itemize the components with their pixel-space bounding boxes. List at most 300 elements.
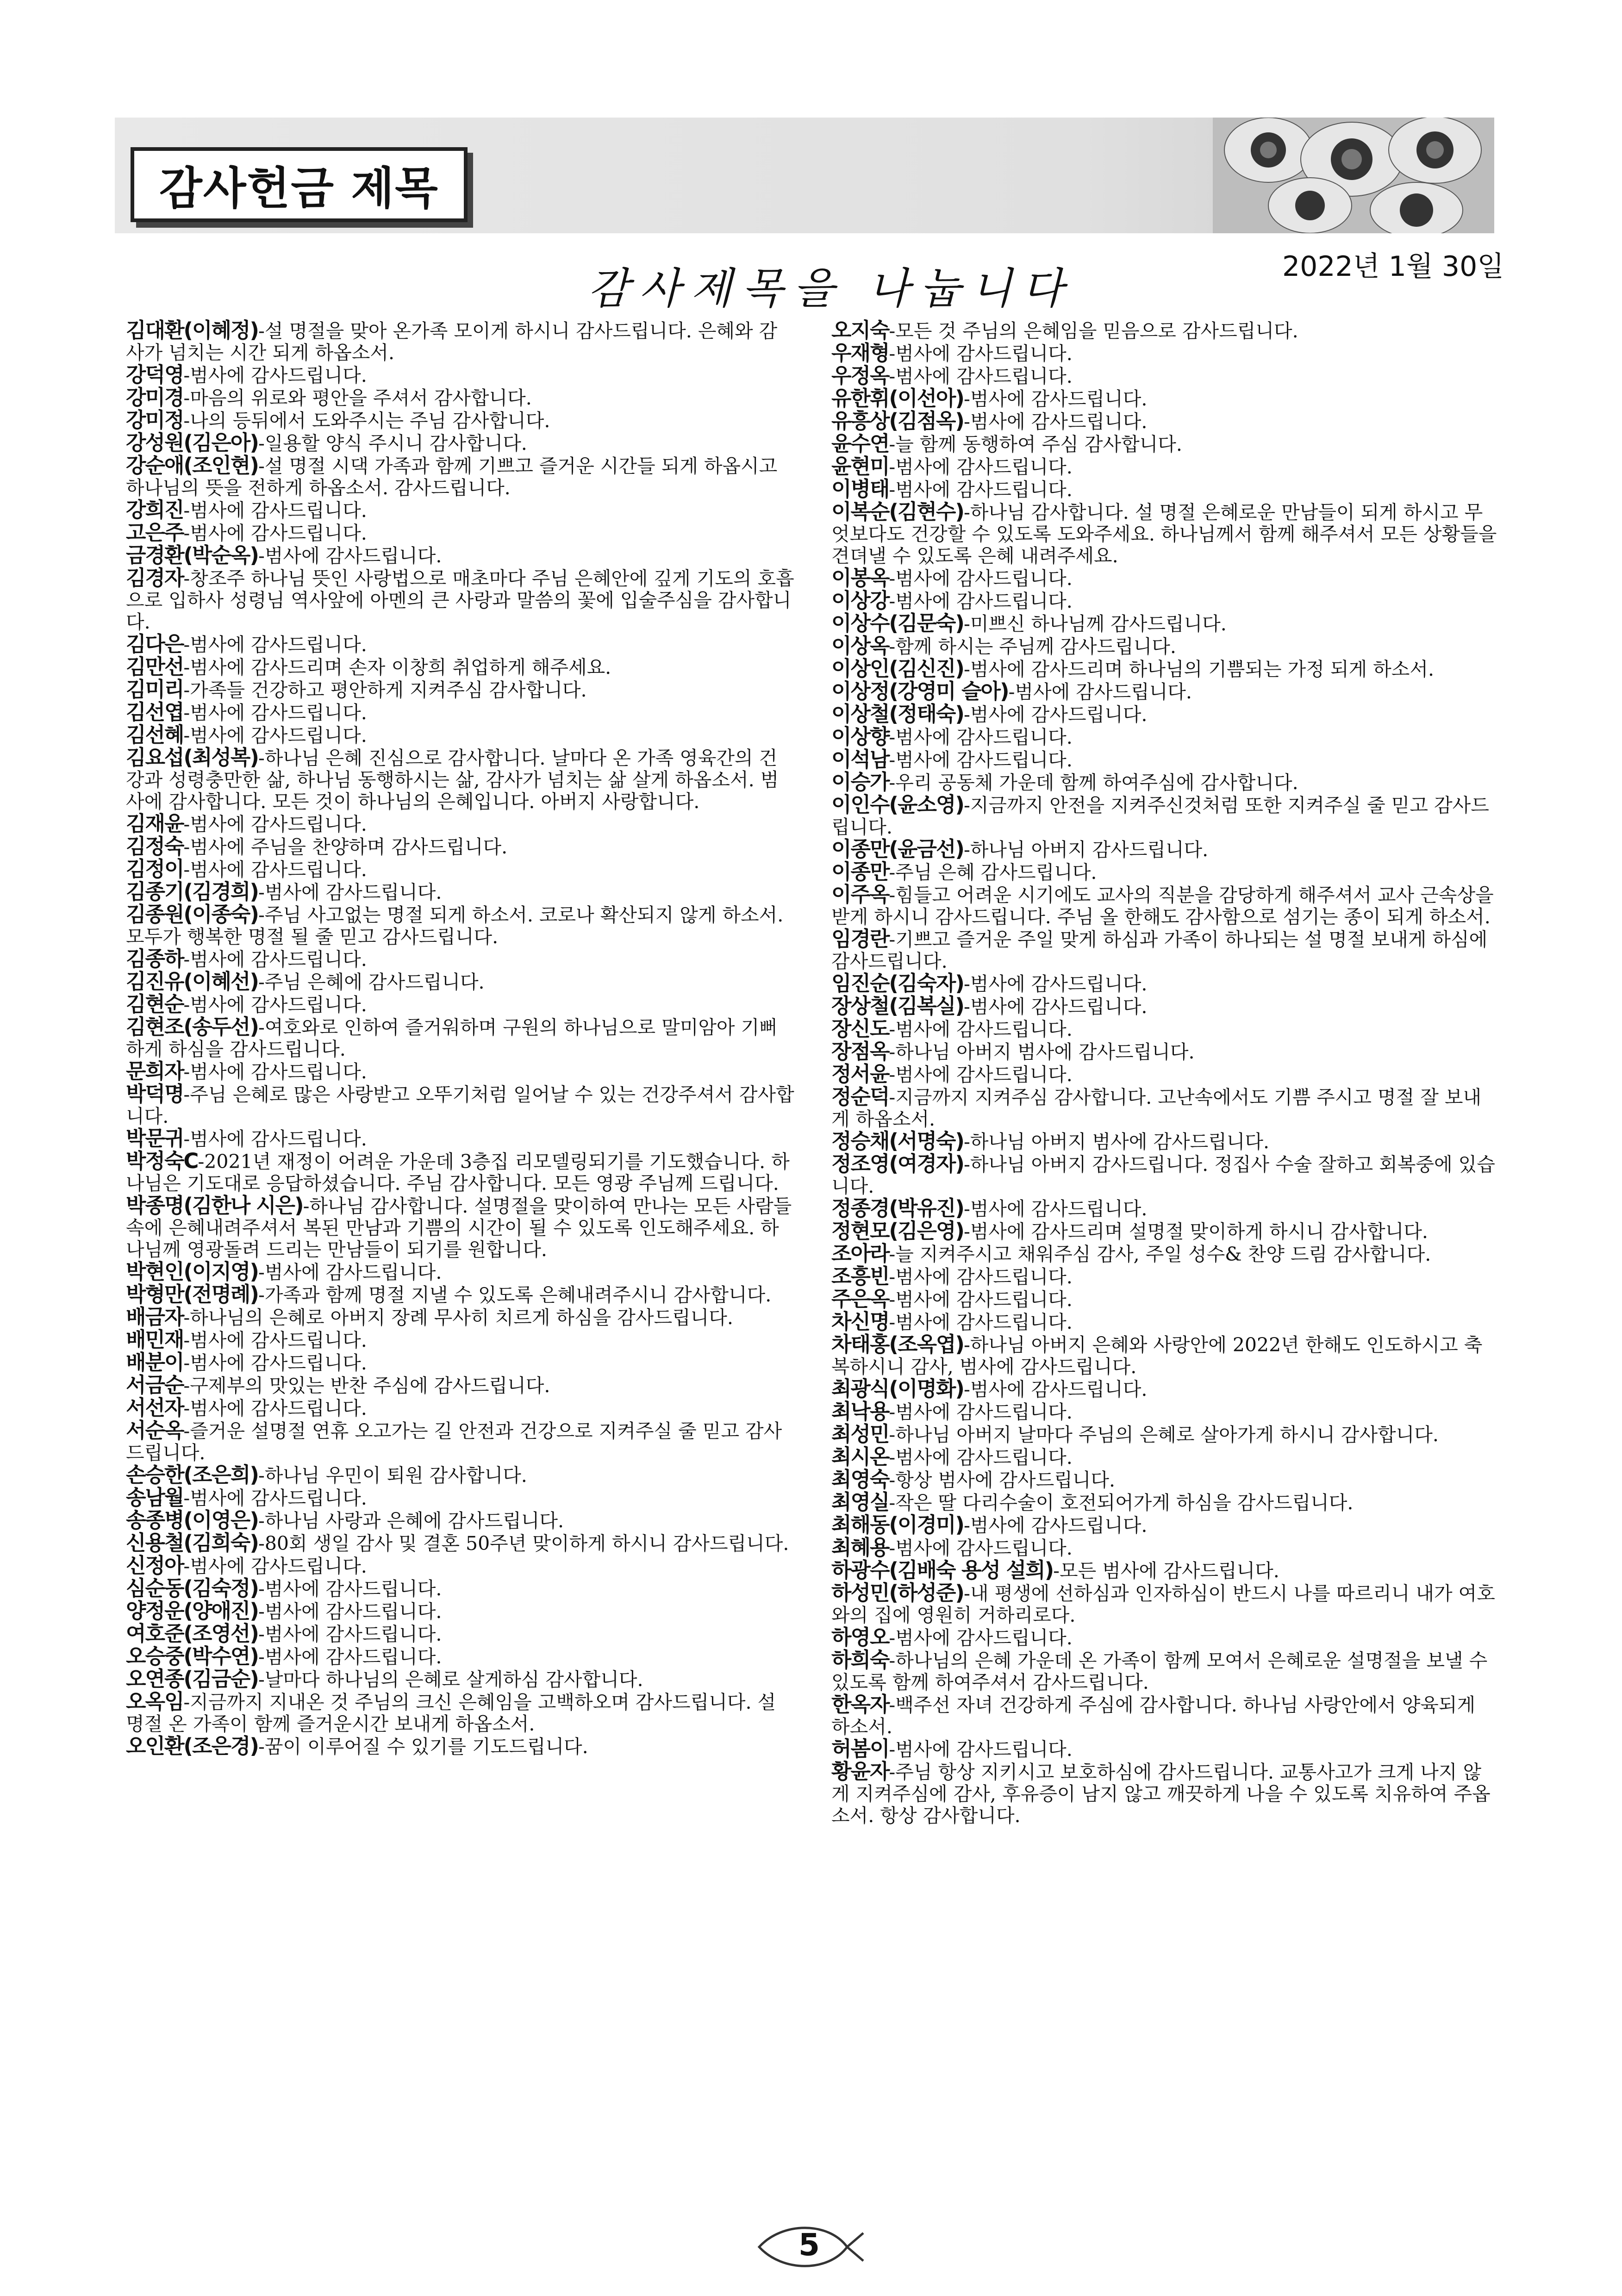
entry-separator: - — [889, 479, 896, 501]
entry-text: 범사에 감사드립니다. — [895, 590, 1073, 612]
entry-separator: - — [183, 1375, 190, 1397]
entry-text: 범사에 감사드립니다. — [895, 479, 1073, 501]
thanks-entry — [126, 656, 795, 678]
entry-name: 최시온 — [831, 1444, 889, 1469]
thanks-entry — [831, 1220, 1498, 1243]
entry-name: 김만선 — [126, 654, 184, 679]
thanks-entry — [126, 678, 795, 701]
entry-name: 우정옥 — [831, 363, 889, 388]
subtitle: 감사제목을 나눕니다 — [588, 264, 1074, 313]
entry-name: 이상인(김신진) — [831, 656, 964, 681]
entry-text: 작은 딸 다리수술이 호전되어가게 하심을 감사드립니다. — [895, 1492, 1354, 1514]
entry-separator: - — [889, 772, 896, 794]
thanks-entry — [126, 747, 795, 813]
thanks-entry — [831, 387, 1498, 410]
entry-name: 이인수(윤소영) — [831, 792, 964, 817]
entry-text: 지금까지 지내온 것 주님의 크신 은혜임을 고백하오며 감사드립니다. 설 명절 온 가족이 함께 즐거운시간 보내게 하옵소서. — [126, 1691, 776, 1735]
entry-separator: - — [183, 656, 190, 678]
entry-name: 김선혜 — [126, 722, 184, 747]
entry-text: 범사에 감사드리며 설명절 맞이하게 하시니 감사합니다. — [970, 1220, 1428, 1243]
entry-text: 범사에 감사드립니다. — [895, 1401, 1073, 1423]
thanks-entry — [831, 771, 1498, 794]
entry-name: 김미리 — [126, 677, 184, 702]
entry-name: 하광수(김배숙 용성 설희) — [831, 1558, 1054, 1582]
entry-name: 신용철(김희숙) — [126, 1531, 258, 1555]
entry-separator: - — [889, 1761, 896, 1783]
entry-text: 하나님 사랑과 은혜에 감사드립니다. — [264, 1510, 564, 1532]
entry-separator: - — [258, 1600, 265, 1623]
thanks-entry — [126, 1600, 795, 1623]
entry-name: 김종하 — [126, 946, 184, 971]
entry-name: 조아라 — [831, 1241, 889, 1266]
entry-text: 범사에 감사드립니다. — [1015, 681, 1192, 703]
entry-name: 정조영(여경자) — [831, 1151, 964, 1176]
thanks-entry — [126, 364, 795, 386]
entry-name: 강미경 — [126, 385, 184, 410]
thanks-entry — [126, 948, 795, 971]
thanks-entry — [831, 884, 1498, 928]
thanks-entry — [831, 1649, 1498, 1693]
entry-text: 범사에 감사드립니다. — [190, 1555, 367, 1577]
thanks-entry — [831, 1468, 1498, 1491]
entry-separator: - — [258, 1261, 265, 1283]
entry-separator: - — [889, 749, 896, 771]
entry-separator: - — [889, 1266, 896, 1288]
entry-separator: - — [889, 1694, 896, 1716]
entry-name: 한옥자 — [831, 1692, 889, 1717]
thanks-entry — [831, 1288, 1498, 1311]
entry-text: 범사에 감사드립니다. — [970, 996, 1148, 1018]
entry-text: 범사에 감사드립니다. — [190, 1128, 367, 1150]
entry-name: 최낙용 — [831, 1399, 889, 1424]
entry-separator: - — [963, 703, 970, 726]
entry-separator: - — [258, 545, 265, 567]
thanks-entry — [831, 1153, 1498, 1197]
entry-separator: - — [183, 994, 190, 1016]
entry-name: 손승한(조은희) — [126, 1462, 258, 1487]
entry-separator: - — [889, 1446, 896, 1468]
thanks-entry — [831, 410, 1498, 433]
entry-name: 최해동(이경미) — [831, 1512, 964, 1537]
entry-text: 범사에 감사드립니다. — [190, 1352, 367, 1374]
entry-text: 하나님 아버지 날마다 주님의 은혜로 살아가게 하시니 감사합니다. — [895, 1424, 1439, 1446]
entry-separator: - — [258, 971, 265, 993]
entry-name: 최성민 — [831, 1422, 889, 1446]
entry-separator: - — [889, 884, 896, 906]
entry-name: 윤현미 — [831, 454, 889, 479]
entry-separator: - — [198, 1151, 205, 1173]
entry-name: 이상철(정태숙) — [831, 702, 964, 726]
thanks-entry — [126, 522, 795, 544]
entry-text: 우리 공동체 가운데 함께 하여주심에 감사합니다. — [895, 772, 1298, 794]
entry-separator: - — [258, 881, 265, 903]
entry-name: 여호준(조영선) — [126, 1621, 258, 1646]
thanks-entry — [831, 1333, 1498, 1378]
thanks-entry — [831, 794, 1498, 838]
entry-separator: - — [889, 1469, 896, 1491]
entry-separator: - — [258, 1284, 265, 1306]
entry-name: 정승채(서명숙) — [831, 1129, 964, 1153]
thanks-entry — [126, 432, 795, 454]
entry-text: 범사에 감사드립니다. — [895, 567, 1073, 590]
entry-separator: - — [258, 320, 265, 342]
entry-name: 금경환(박순옥) — [126, 543, 258, 567]
entry-separator: - — [183, 1083, 190, 1106]
entry-separator: - — [183, 836, 190, 858]
entry-name: 정서윤 — [831, 1062, 889, 1086]
entry-separator: - — [258, 904, 265, 926]
thanks-entry — [126, 386, 795, 409]
entry-name: 김선엽 — [126, 700, 184, 724]
entry-name: 이상수(김문숙) — [831, 611, 964, 635]
entry-name: 임진순(김숙자) — [831, 971, 964, 996]
entry-separator: - — [183, 1691, 190, 1713]
thanks-entry — [126, 1127, 795, 1150]
entry-name: 이봉옥 — [831, 566, 889, 590]
entry-text: 여호와로 인하여 즐거워하며 구원의 하나님으로 말미암아 기뻐하게 하심을 감사드립니다. — [126, 1016, 778, 1060]
entry-text: 범사에 감사드립니다. — [970, 1378, 1148, 1400]
thanks-entry — [126, 1016, 795, 1060]
entry-text: 구제부의 맛있는 반찬 주심에 감사드립니다. — [190, 1375, 550, 1397]
entry-name: 강희진 — [126, 498, 184, 522]
thanks-entry — [831, 1559, 1498, 1582]
thanks-entry — [831, 1693, 1498, 1738]
entry-text: 범사에 감사드립니다. — [190, 813, 367, 835]
entry-text: 날마다 하나님의 은혜로 살게하심 감사합니다. — [264, 1668, 643, 1691]
entry-text: 모든 범사에 감사드립니다. — [1060, 1560, 1279, 1582]
entry-name: 최광식(이명화) — [831, 1376, 964, 1401]
entry-separator: - — [183, 1329, 190, 1351]
entry-text: 범사에 감사드립니다. — [190, 634, 367, 656]
entry-separator: - — [963, 794, 970, 816]
entry-separator: - — [963, 1153, 970, 1176]
thanks-entry — [831, 1491, 1498, 1514]
entry-separator: - — [183, 1307, 190, 1329]
entry-name: 박형만(전명례) — [126, 1282, 258, 1307]
entry-name: 하성민(하성준) — [831, 1580, 964, 1605]
entry-text: 범사에 감사드립니다. — [264, 1578, 442, 1600]
sunflower-photo-icon — [1213, 118, 1494, 233]
entry-separator: - — [258, 1016, 265, 1039]
entry-name: 임경란 — [831, 927, 889, 951]
entry-separator: - — [889, 1627, 896, 1649]
entry-separator: - — [183, 813, 190, 835]
entry-name: 김다은 — [126, 632, 184, 656]
entry-text: 범사에 감사드립니다. — [190, 702, 367, 724]
entry-name: 문희자 — [126, 1059, 184, 1083]
thanks-entry — [126, 499, 795, 522]
entry-name: 김요섭(최성복) — [126, 745, 258, 770]
entry-separator: - — [889, 433, 896, 455]
entry-text: 범사에 감사드리며 손자 이창희 취업하게 해주세요. — [190, 656, 611, 678]
thanks-entry — [831, 1423, 1498, 1446]
entry-text: 하나님 아버지 은혜와 사랑안에 2022년 한해도 인도하시고 축복하시니 감사, 범사에 감사드립니다. — [831, 1334, 1483, 1378]
thanks-entry — [126, 1397, 795, 1419]
entry-text: 범사에 감사드립니다. — [895, 1018, 1073, 1040]
entry-separator: - — [258, 1623, 265, 1645]
entry-name: 배금자 — [126, 1305, 184, 1329]
thanks-entry — [126, 1555, 795, 1577]
entry-name: 이복순(김현수) — [831, 499, 964, 524]
entry-text: 하나님 우민이 퇴원 감사합니다. — [264, 1464, 527, 1487]
entry-separator: - — [183, 1128, 190, 1150]
thanks-entry — [126, 1509, 795, 1532]
entry-name: 유흥상(김점옥) — [831, 409, 964, 433]
entry-separator: - — [183, 1420, 190, 1442]
entry-name: 이병태 — [831, 477, 889, 501]
entry-separator: - — [889, 928, 896, 951]
entry-name: 강덕영 — [126, 362, 184, 387]
entry-text: 주님 은혜 감사드립니다. — [895, 861, 1097, 884]
entry-separator: - — [258, 1510, 265, 1532]
entry-text: 범사에 감사드립니다. — [190, 364, 367, 386]
entry-text: 내 평생에 선하심과 인자하심이 반드시 나를 따르리니 내가 여호와의 집에 영원히 거하리로다. — [831, 1582, 1495, 1626]
thanks-entry — [126, 1623, 795, 1645]
entry-text: 범사에 감사드립니다. — [970, 1198, 1148, 1220]
entry-name: 우재형 — [831, 341, 889, 365]
entry-text: 설 명절 시댁 가족과 함께 기쁘고 즐거운 시간들 되게 하옵시고 하나님의 뜻을 전하게 하옵소서. 감사드립니다. — [126, 455, 778, 499]
entry-name: 강성원(김은아) — [126, 430, 258, 455]
right-column — [831, 319, 1498, 1827]
entry-separator: - — [963, 1514, 970, 1537]
entry-name: 최영숙 — [831, 1467, 889, 1492]
entry-separator: - — [258, 432, 265, 454]
thanks-entry — [126, 724, 795, 747]
entry-name: 이승가 — [831, 770, 889, 794]
entry-name: 심순동(김숙정) — [126, 1576, 258, 1600]
entry-name: 허봄이 — [831, 1736, 889, 1761]
entry-name: 서금순 — [126, 1373, 184, 1397]
thanks-entry — [831, 1761, 1498, 1827]
entry-separator: - — [258, 1668, 265, 1691]
entry-separator: - — [963, 1198, 970, 1220]
entry-separator: - — [963, 388, 970, 410]
entry-text: 범사에 감사드립니다. — [264, 881, 442, 903]
entry-text: 2021년 재정이 어려운 가운데 3층집 리모델링되기를 기도했습니다. 하나님은 기도대로 응답하셨습니다. 주님 감사합니다. 모든 영광 주님께 드립니다. — [126, 1151, 790, 1195]
entry-separator: - — [963, 1582, 970, 1605]
entry-text: 범사에 감사드립니다. — [190, 1397, 367, 1419]
page-title: 감사헌금 제목 — [131, 147, 468, 222]
entry-text: 범사에 감사드립니다. — [970, 411, 1148, 433]
thanks-entry — [831, 680, 1498, 703]
entry-name: 김현조(송두선) — [126, 1014, 258, 1039]
thanks-entry — [831, 1063, 1498, 1086]
entry-separator: - — [963, 1378, 970, 1400]
entry-text: 범사에 감사드립니다. — [190, 1061, 367, 1083]
entry-name: 이석남 — [831, 747, 889, 772]
entry-text: 가족들 건강하고 평안하게 지켜주심 감사합니다. — [190, 679, 587, 701]
entry-text: 주님 은혜에 감사드립니다. — [264, 971, 485, 993]
thanks-entry — [831, 342, 1498, 365]
entry-text: 범사에 감사드립니다. — [895, 1064, 1073, 1086]
thanks-entry — [126, 1691, 795, 1735]
entry-separator: - — [183, 522, 190, 544]
entry-name: 하희숙 — [831, 1648, 889, 1672]
thanks-entry — [831, 1243, 1498, 1265]
thanks-entry — [126, 1668, 795, 1691]
thanks-entry — [831, 1514, 1498, 1537]
entry-separator: - — [183, 1352, 190, 1374]
thanks-entry — [831, 928, 1498, 972]
thanks-entry — [126, 813, 795, 835]
thanks-entry — [126, 454, 795, 499]
thanks-entry — [831, 1626, 1498, 1649]
entry-separator: - — [889, 1086, 896, 1108]
entry-name: 주은옥 — [831, 1287, 889, 1311]
entry-text: 하나님 은혜 진심으로 감사합니다. 날마다 온 가족 영육간의 건강과 성령충만한 삶, 하나님 동행하시는 삶, 감사가 넘치는 삶 살게 하옵소서. 범사에 감사합니다. 모든 것이 하나님의 은혜입니다. 아버지 사랑합니다. — [126, 747, 779, 813]
entry-text: 범사에 감사드립니다. — [190, 522, 367, 544]
thanks-entry — [831, 501, 1498, 567]
thanks-entry — [126, 1374, 795, 1397]
entry-separator: - — [183, 859, 190, 881]
entry-text: 범사에 감사드립니다. — [190, 948, 367, 971]
entry-separator: - — [963, 613, 970, 635]
entry-separator: - — [183, 679, 190, 701]
entry-separator: - — [183, 702, 190, 724]
thanks-entry — [126, 993, 795, 1016]
entry-name: 오인환(조은경) — [126, 1734, 258, 1758]
entry-text: 범사에 감사드립니다. — [895, 456, 1073, 478]
entry-text: 범사에 감사드립니다. — [895, 1537, 1073, 1559]
entry-text: 미쁘신 하나님께 감사드립니다. — [970, 613, 1227, 635]
entry-text: 범사에 감사드립니다. — [264, 1623, 442, 1645]
entry-separator: - — [183, 410, 190, 432]
thanks-entry — [126, 903, 795, 948]
entry-name: 신정아 — [126, 1553, 184, 1578]
entry-name: 배분이 — [126, 1350, 184, 1375]
entry-name: 최영실 — [831, 1490, 889, 1514]
entry-text: 힘들고 어려운 시기에도 교사의 직분을 감당하게 해주셔서 교사 근속상을 받게 하시니 감사드립니다. 주님 올 한해도 감사함으로 섬기는 종이 되게 하소서. — [831, 884, 1494, 928]
entry-separator: - — [258, 455, 265, 477]
thanks-entry — [831, 635, 1498, 658]
entry-text: 범사에 감사드립니다. — [970, 973, 1148, 995]
entry-separator: - — [183, 387, 190, 409]
thanks-entry — [831, 995, 1498, 1018]
entry-text: 기쁘고 즐거운 주일 맞게 하심과 가족이 하나되는 설 명절 보내게 하심에 감사드립니다. — [831, 928, 1488, 972]
entry-separator: - — [963, 501, 970, 523]
entry-text: 범사에 감사드립니다. — [190, 994, 367, 1016]
entry-separator: - — [258, 1532, 265, 1555]
entry-text: 주님 은혜로 많은 사랑받고 오뚜기처럼 일어날 수 있는 건강주셔서 감사합니다. — [126, 1083, 794, 1127]
entry-separator: - — [889, 1424, 896, 1446]
entry-separator: - — [183, 634, 190, 656]
thanks-entry — [831, 567, 1498, 590]
entry-name: 김재윤 — [126, 811, 184, 836]
entry-separator: - — [963, 1131, 970, 1153]
entry-text: 하나님 아버지 범사에 감사드립니다. — [895, 1041, 1195, 1063]
entry-separator: - — [963, 839, 970, 861]
thanks-entry — [126, 1261, 795, 1283]
thanks-entry — [126, 1150, 795, 1195]
entry-name: 황윤자 — [831, 1759, 889, 1784]
entry-text: 범사에 감사드리며 하나님의 기쁨되는 가정 되게 하소서. — [970, 658, 1434, 680]
entry-name: 박문귀 — [126, 1126, 184, 1151]
entry-name: 오승중(박수연) — [126, 1644, 258, 1668]
entry-name: 이상정(강영미 슬아) — [831, 679, 1009, 703]
entry-name: 정현모(김은영) — [831, 1219, 964, 1243]
entry-name: 차태홍(조옥엽) — [831, 1332, 964, 1356]
entry-name: 윤수연 — [831, 431, 889, 456]
entry-name: 서순옥 — [126, 1418, 184, 1443]
thanks-entry — [126, 1487, 795, 1509]
entry-name: 이종만 — [831, 859, 889, 884]
thanks-entry — [831, 365, 1498, 387]
entry-text: 범사에 감사드립니다. — [190, 724, 367, 747]
entry-separator: - — [183, 1555, 190, 1577]
entry-separator: - — [889, 1041, 896, 1063]
entry-separator: - — [889, 1018, 896, 1040]
entry-name: 이상강 — [831, 588, 889, 613]
entry-text: 범사에 감사드립니다. — [895, 1311, 1073, 1333]
entry-name: 정순덕 — [831, 1084, 889, 1109]
thanks-entry — [831, 1086, 1498, 1130]
entry-name: 김종원(이종숙) — [126, 902, 258, 927]
entry-separator: - — [889, 1311, 896, 1333]
entry-name: 오지숙 — [831, 318, 889, 342]
entry-separator: - — [889, 320, 896, 342]
entry-name: 이종만(윤금선) — [831, 837, 964, 861]
thanks-entry — [831, 590, 1498, 612]
entry-separator: - — [889, 861, 896, 884]
thanks-entry — [831, 1537, 1498, 1559]
entry-separator: - — [1008, 681, 1015, 703]
entry-separator: - — [183, 1487, 190, 1509]
entry-separator: - — [258, 1646, 265, 1668]
thanks-entry — [831, 455, 1498, 478]
entry-text: 일용할 양식 주시니 감사합니다. — [264, 432, 527, 454]
thanks-entry — [126, 1351, 795, 1374]
entry-text: 마음의 위로와 평안을 주셔서 감사합니다. — [190, 387, 532, 409]
thanks-entry — [126, 1060, 795, 1083]
entry-separator: - — [963, 658, 970, 680]
thanks-entry — [831, 726, 1498, 748]
entry-separator: - — [1053, 1560, 1060, 1582]
entry-name: 오옥임 — [126, 1689, 184, 1714]
entry-text: 설 명절을 맞아 온가족 모이게 하시니 감사드립니다. 은혜와 감사가 넘치는 시간 되게 하옵소서. — [126, 320, 778, 364]
entry-name: 하영오 — [831, 1625, 889, 1649]
entry-separator: - — [889, 1492, 896, 1514]
entry-name: 김정이 — [126, 857, 184, 881]
entry-text: 즐거운 설명절 연휴 오고가는 길 안전과 건강으로 지켜주실 줄 믿고 감사드립니다. — [126, 1420, 782, 1464]
entry-text: 하나님 아버지 감사드립니다. 정집사 수술 잘하고 회복중에 있습니다. — [831, 1153, 1495, 1197]
entry-text: 하나님 아버지 범사에 감사드립니다. — [970, 1131, 1270, 1153]
thanks-entry — [126, 1645, 795, 1668]
entry-text: 범사에 감사드립니다. — [264, 1600, 442, 1623]
entry-text: 범사에 감사드립니다. — [895, 1627, 1073, 1649]
entry-name: 김대환(이혜정) — [126, 318, 258, 342]
entry-name: 오연종(김금순) — [126, 1667, 258, 1691]
entry-name: 김현순 — [126, 992, 184, 1016]
left-column — [126, 319, 795, 1758]
entry-separator: - — [889, 1243, 896, 1265]
entry-text: 범사에 감사드립니다. — [895, 726, 1073, 748]
thanks-entry — [831, 1265, 1498, 1288]
entry-text: 주님 사고없는 명절 되게 하소서. 코로나 확산되지 않게 하소서. 모두가 행복한 명절 될 줄 믿고 감사드립니다. — [126, 904, 784, 948]
thanks-entry — [126, 1735, 795, 1758]
entry-name: 이주옥 — [831, 882, 889, 907]
thanks-entry — [126, 881, 795, 903]
entry-text: 늘 함께 동행하여 주심 감사합니다. — [895, 433, 1182, 455]
entry-text: 지금까지 안전을 지켜주신것처럼 또한 지켜주실 줄 믿고 감사드립니다. — [831, 794, 1489, 838]
thanks-entry — [126, 1306, 795, 1329]
thanks-entry — [831, 1040, 1498, 1063]
entry-separator: - — [258, 747, 265, 769]
thanks-entry — [126, 1532, 795, 1555]
entry-text: 범사에 감사드립니다. — [970, 1514, 1148, 1537]
thanks-entry — [126, 319, 795, 364]
entry-name: 배민재 — [126, 1327, 184, 1352]
entry-text: 함께 하시는 주님께 감사드립니다. — [895, 635, 1176, 658]
